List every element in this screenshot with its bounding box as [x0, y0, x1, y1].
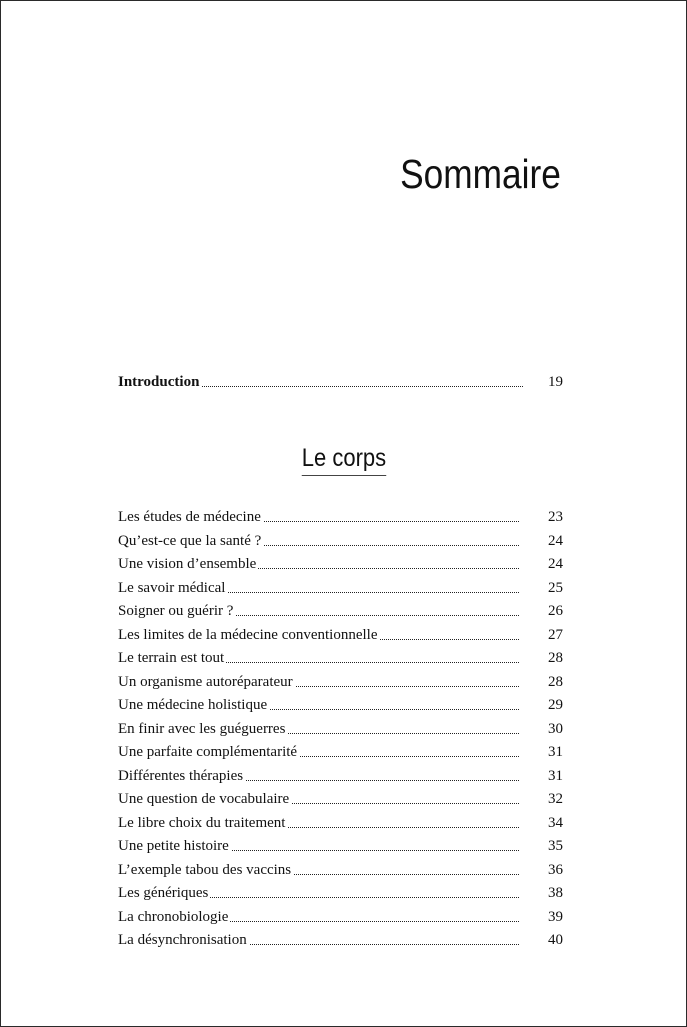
toc-entry-label: Une vision d’ensemble	[118, 556, 257, 572]
toc-entry-page-number: 34	[548, 814, 563, 831]
toc-entry-page-number: 35	[548, 838, 563, 854]
toc-entry[interactable]	[118, 885, 563, 905]
toc-entry-label: Qu’est-ce que la santé ?	[118, 532, 262, 549]
toc-entry-page-number: 25	[548, 579, 563, 596]
toc-entry[interactable]	[118, 862, 563, 882]
toc-entry-page-number: 23	[548, 509, 563, 525]
toc-entry-label: La désynchronisation	[118, 932, 247, 948]
toc-entry[interactable]	[118, 721, 563, 741]
toc-entry-label: Le libre choix du traitement	[118, 814, 286, 831]
toc-entry-page-number: 40	[548, 932, 563, 948]
toc-entry[interactable]	[118, 909, 563, 929]
toc-entry[interactable]	[118, 768, 563, 788]
toc-entry-label: Une question de vocabulaire	[118, 791, 290, 807]
toc-entry-label: L’exemple tabou des vaccins	[118, 861, 292, 878]
toc-entry-label: Différentes thérapies	[118, 767, 244, 784]
toc-entry-page-number: 29	[548, 697, 563, 713]
toc-entry[interactable]	[118, 674, 563, 694]
toc-entry-page-number: 30	[548, 720, 563, 737]
toc-entry[interactable]	[118, 627, 563, 647]
toc-entry-label: Soigner ou guérir ?	[118, 603, 234, 619]
toc-entry-page-number: 24	[548, 556, 563, 572]
toc-entry-page-number: 28	[548, 673, 563, 690]
toc-entry-label: Un organisme autoréparateur	[118, 673, 293, 690]
toc-entry-label: Les études de médecine	[118, 509, 261, 525]
toc-entry-introduction[interactable]	[118, 374, 563, 394]
toc-entry[interactable]	[118, 815, 563, 835]
toc-entry[interactable]	[118, 744, 563, 764]
toc-entry[interactable]	[118, 791, 563, 811]
toc-entry-label: Une médecine holistique	[118, 697, 268, 713]
toc-entry-label: Introduction	[118, 374, 200, 390]
toc-entry[interactable]	[118, 533, 563, 553]
toc-entry[interactable]	[118, 932, 563, 952]
toc-entry-page-number: 31	[548, 744, 563, 760]
toc-entry-label: En finir avec les guéguerres	[118, 720, 286, 737]
toc-entry-page-number: 19	[548, 374, 563, 390]
toc-entry-label: Le terrain est tout	[118, 650, 225, 666]
toc-entry-page-number: 32	[548, 791, 563, 807]
toc-entry-label: Une petite histoire	[118, 838, 229, 854]
toc-entry-label: Les limites de la médecine conventionnelle	[118, 626, 378, 643]
toc-entry-page-number: 27	[548, 626, 563, 643]
toc-entry[interactable]	[118, 603, 563, 623]
section-heading	[1, 444, 686, 476]
toc-entry-page-number: 28	[548, 650, 563, 666]
toc-entry[interactable]	[118, 838, 563, 858]
toc-entry[interactable]	[118, 697, 563, 717]
toc-entry[interactable]	[118, 650, 563, 670]
page-title: Sommaire	[400, 151, 561, 197]
toc-entry-page-number: 39	[548, 908, 563, 925]
toc-entry-page-number: 31	[548, 767, 563, 784]
toc-entry[interactable]	[118, 509, 563, 529]
toc-entry-page-number: 26	[548, 603, 563, 619]
toc-entry-label: La chronobiologie	[118, 908, 229, 925]
toc-entry-label: Le savoir médical	[118, 579, 226, 596]
toc-entry-page-number: 24	[548, 532, 563, 549]
toc-entry-page-number: 36	[548, 861, 563, 878]
toc-entry[interactable]	[118, 580, 563, 600]
toc-entry-label: Une parfaite complémentarité	[118, 744, 298, 760]
toc-entry-label: Les génériques	[118, 885, 209, 901]
toc-entry-page-number: 38	[548, 885, 563, 901]
toc-entry[interactable]	[118, 556, 563, 576]
section-heading-text: Le corps	[301, 444, 385, 476]
